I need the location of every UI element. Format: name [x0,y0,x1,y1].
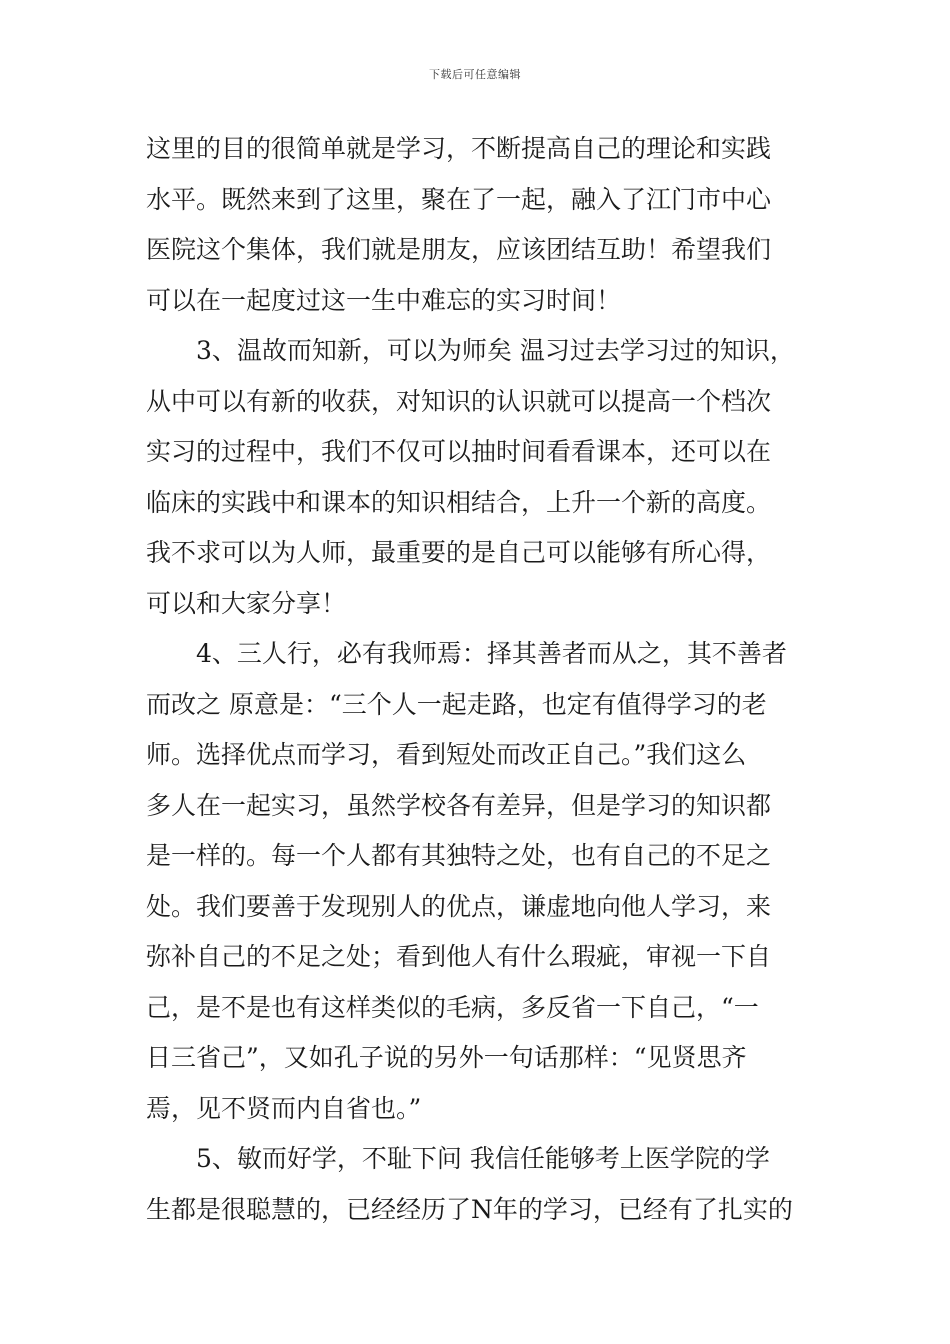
text-line: 师。选择优点而学习，看到短处而改正自己。”我们这么 [146,740,747,769]
paragraph-start-line: 3、温故而知新，可以为师矣 温习过去学习过的知识， [196,336,795,365]
paragraph-start-line: 5、敏而好学，不耻下问 我信任能够考上医学院的学 [196,1144,770,1173]
text-line: 我不求可以为人师，最重要的是自己可以能够有所心得， [146,538,772,567]
page-header: 下载后可任意编辑 [429,68,521,81]
document-body [146,124,811,1235]
text-line: 日三省己”，又如孔子说的另外一句话那样：“见贤思齐 [146,1043,747,1072]
text-line: 处。我们要善于发现别人的优点，谦虚地向他人学习，来 [146,891,772,921]
text-line: 可以在一起度过这一生中难忘的实习时间！ [146,285,622,315]
text-line: 多人在一起实习，虽然学校各有差异，但是学习的知识都 [146,790,772,820]
text-line: 临床的实践中和课本的知识相结合，上升一个新的高度。 [146,487,772,517]
text-line: 焉，见不贤而内自省也。” [146,1093,422,1123]
text-line: 可以和大家分享！ [146,588,347,618]
paragraph-start-line: 4、三人行，必有我师焉：择其善者而从之，其不善者 [196,639,787,668]
text-line: 这里的目的很简单就是学习，不断提高自己的理论和实践 [146,134,772,163]
text-line: 生都是很聪慧的，已经经历了N年的学习，已经有了扎实的 [146,1194,793,1224]
text-line: 弥补自己的不足之处；看到他人有什么瑕疵，审视一下自 [146,942,772,971]
text-line: 水平。既然来到了这里，聚在了一起，融入了江门市中心 [146,184,772,214]
text-line: 从中可以有新的收获，对知识的认识就可以提高一个档次 [146,386,772,416]
text-line: 医院这个集体，我们就是朋友，应该团结互助！希望我们 [146,235,772,264]
text-line: 己，是不是也有这样类似的毛病，多反省一下自己，“一 [146,992,759,1022]
text-line: 实习的过程中，我们不仅可以抽时间看看课本，还可以在 [146,437,772,466]
text-line: 而改之 原意是：“三个人一起走路，也定有值得学习的老 [146,689,767,719]
text-line: 是一样的。每一个人都有其独特之处，也有自己的不足之 [146,841,772,870]
